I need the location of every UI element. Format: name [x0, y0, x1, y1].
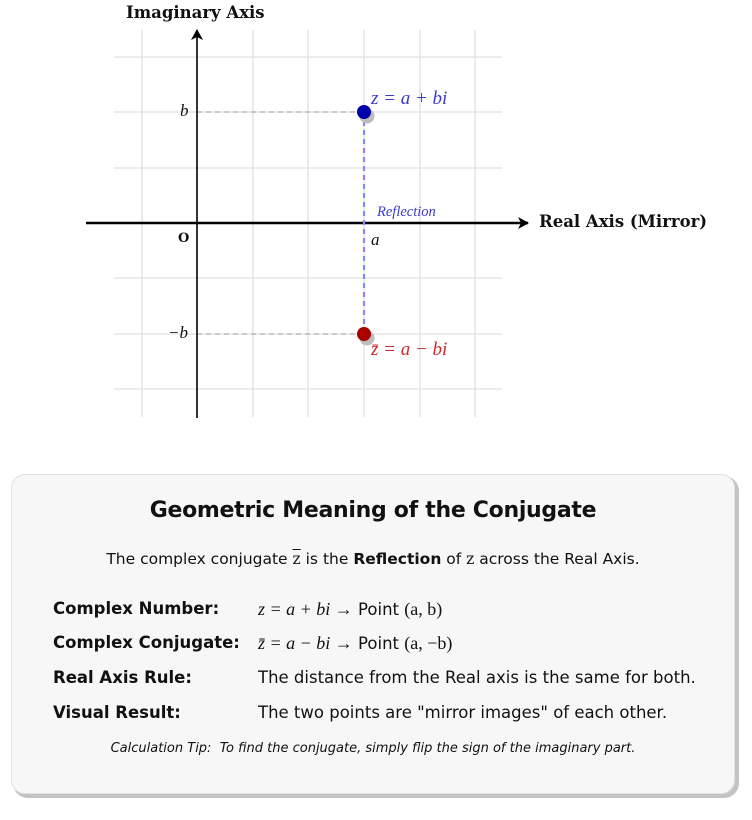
intro-middle2: of — [441, 550, 467, 568]
point-z-conjugate — [357, 327, 371, 341]
row-key: Complex Number: — [53, 599, 220, 618]
point-z-conjugate-label: z̄ = a − bi — [371, 339, 448, 360]
intro-bold-reflection: Reflection — [353, 550, 442, 568]
intro-prefix: The complex conjugate — [106, 550, 293, 568]
row-value — [258, 633, 452, 654]
row-math: z = a + bi → — [258, 599, 353, 619]
intro-zbar-symbol: $\overline{z}$ — [292, 550, 301, 568]
row-key: Real Axis Rule: — [53, 668, 192, 687]
imaginary-axis-label: Imaginary Axis — [126, 3, 265, 22]
intro-z-symbol: z — [466, 550, 475, 568]
info-row-complex-conjugate — [53, 633, 734, 659]
point-z — [357, 105, 371, 119]
info-row-visual-result — [53, 703, 734, 729]
row-point: (a, b) — [404, 599, 443, 619]
row-value: The two points are "mirror images" of each other. — [258, 703, 668, 722]
real-axis-label: Real Axis (Mirror) — [539, 212, 708, 231]
row-key: Complex Conjugate: — [53, 633, 240, 652]
intro-suffix: across the Real Axis. — [474, 550, 640, 568]
tick-label-b: b — [180, 101, 189, 120]
tick-label-neg-b: −b — [168, 323, 188, 342]
tick-label-a: a — [371, 230, 380, 249]
row-math: z̄ = a − bi → — [258, 633, 353, 653]
row-point: (a, −b) — [404, 633, 453, 653]
calculation-tip: Calculation Tip: To find the conjugate, simply flip the sign of the imaginary part. — [110, 741, 636, 756]
row-point-word: Point — [352, 600, 405, 619]
info-title: Geometric Meaning of the Conjugate — [149, 498, 597, 523]
row-value — [258, 599, 442, 620]
row-point-word: Point — [352, 634, 405, 653]
info-intro — [12, 550, 734, 568]
intro-middle1: is the — [300, 550, 354, 568]
row-value: The distance from the Real axis is the same for both. — [258, 668, 696, 687]
origin-label: O — [178, 231, 190, 246]
reflection-label: Reflection — [377, 204, 436, 220]
info-box — [11, 474, 735, 794]
info-row-real-axis-rule — [53, 668, 734, 694]
row-key: Visual Result: — [53, 703, 181, 722]
point-z-label: z = a + bi — [371, 88, 448, 109]
info-row-complex-number — [53, 599, 734, 625]
